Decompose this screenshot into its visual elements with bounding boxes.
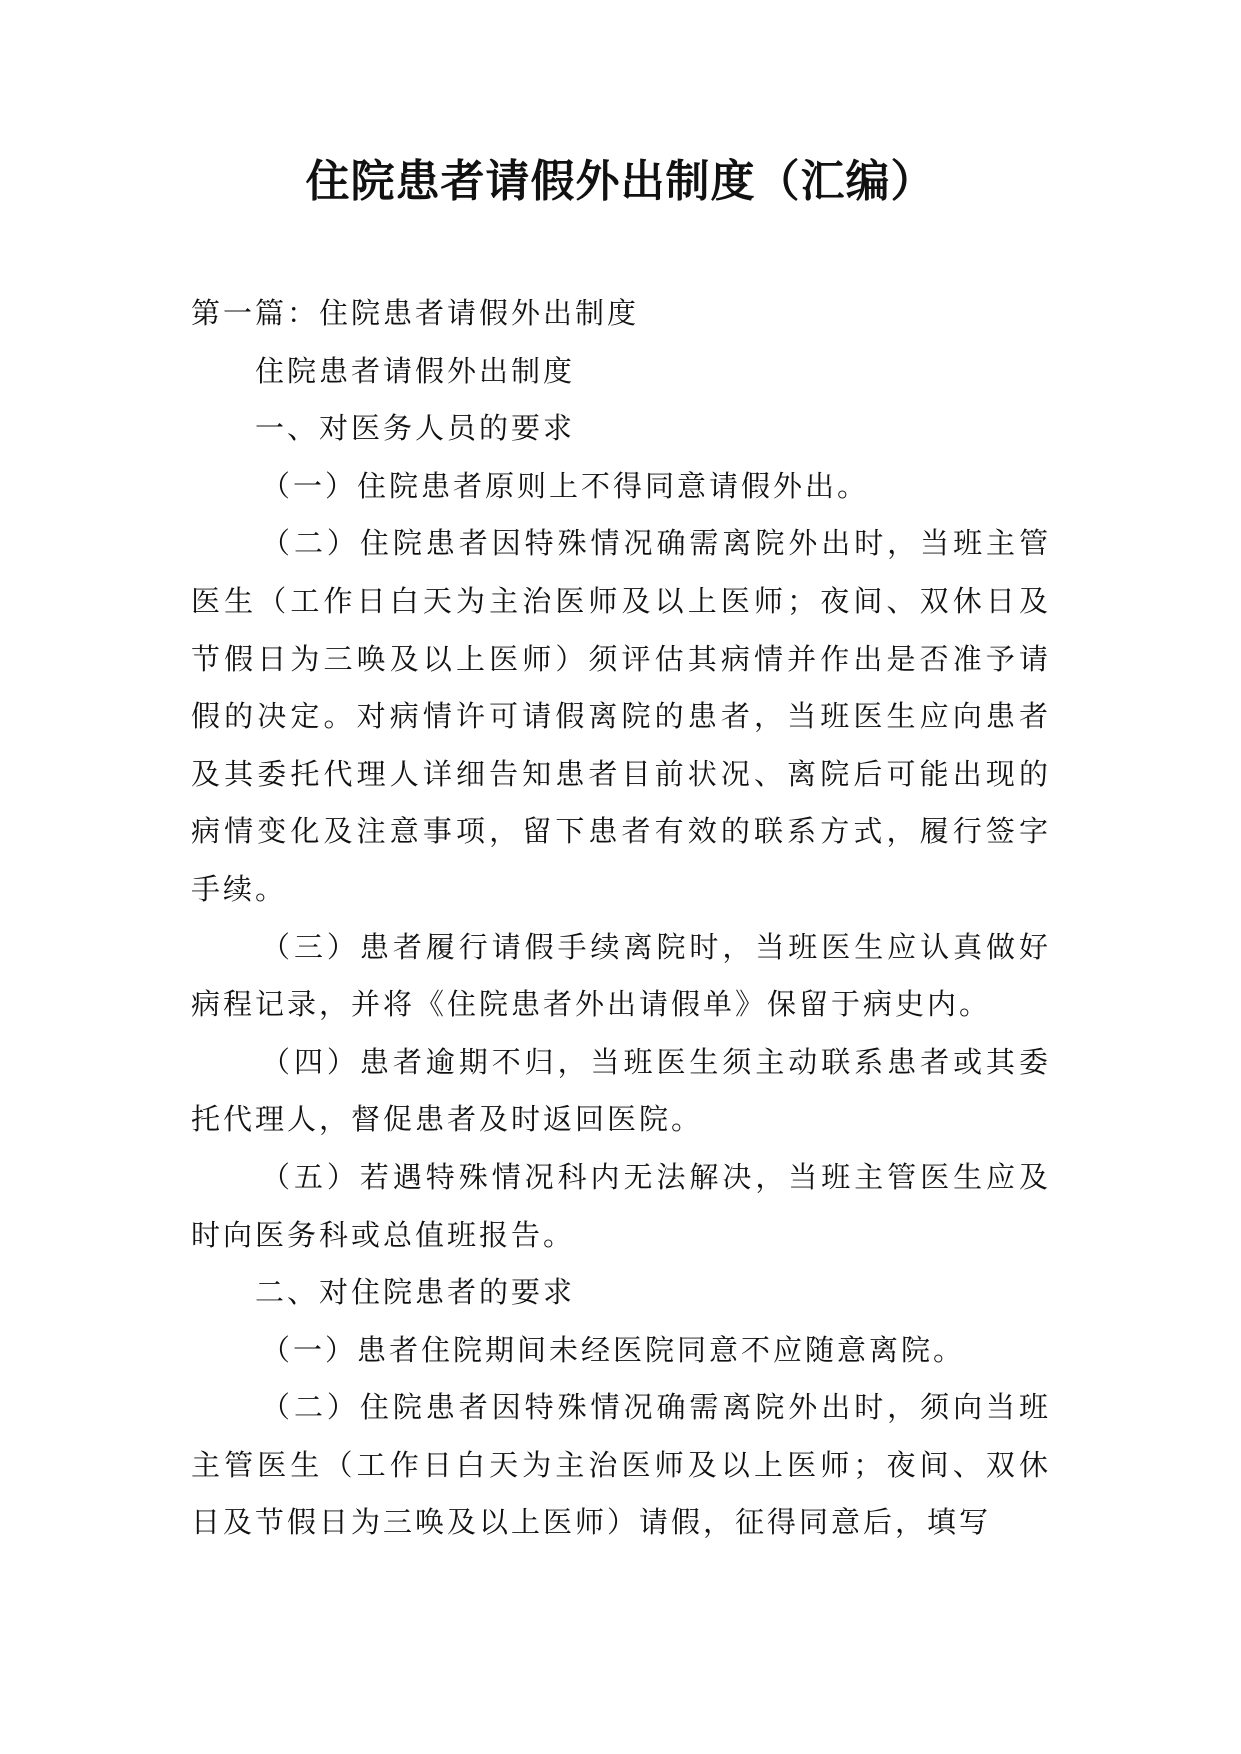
paragraph-chapter-heading: 第一篇：住院患者请假外出制度 <box>191 296 640 330</box>
paragraph-patients-1: （一）患者住院期间未经医院同意不应随意离院。 <box>261 1332 966 1367</box>
paragraph-staff-1: （一）住院患者原则上不得同意请假外出。 <box>261 468 870 503</box>
document-title: 住院患者请假外出制度（汇编） <box>305 156 936 207</box>
paragraph-staff-2: （二）住院患者因特殊情况确需离院外出时，当班主管医生（工作日白天为主治医师及以上医师；夜间、双休日及节假日为三唤及以上医师）须评估其病情并作出是否准予请假的决定。对病情许可请假离院的患者，当班医生应向患者及其委托代理人详细告知患者目前状况、离院后可能出现的病情变化及注意事项，留下患者有效的联系方式，履行签字手续。 <box>191 526 1051 906</box>
section-heading-patients: 二、对住院患者的要求 <box>255 1275 576 1310</box>
paragraph-staff-5: （五）若遇特殊情况科内无法解决，当班主管医生应及时向医务科或总值班报告。 <box>191 1159 1051 1252</box>
paragraph-patients-2: （二）住院患者因特殊情况确需离院外出时，须向当班主管医生（工作日白天为主治医师及以上医师；夜间、双休日及节假日为三唤及以上医师）请假，征得同意后，填写 <box>191 1390 1051 1540</box>
section-heading-staff: 一、对医务人员的要求 <box>255 411 576 446</box>
paragraph-staff-4: （四）患者逾期不归，当班医生须主动联系患者或其委托代理人，督促患者及时返回医院。 <box>191 1044 1051 1137</box>
paragraph-staff-3: （三）患者履行请假手续离院时，当班医生应认真做好病程记录，并将《住院患者外出请假单》保留于病史内。 <box>191 929 1051 1022</box>
document-body <box>191 285 1051 1552</box>
paragraph-subtitle: 住院患者请假外出制度 <box>255 353 576 388</box>
